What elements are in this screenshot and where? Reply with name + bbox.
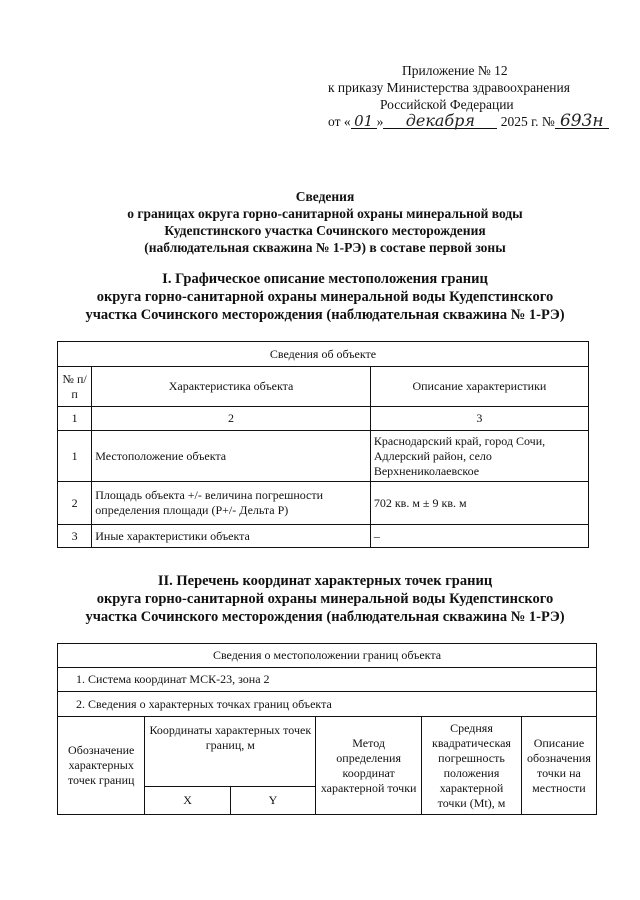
row-description: Краснодарский край, город Сочи, Адлерский район, село Верхнениколаевское: [370, 431, 588, 482]
handwritten-month: декабря: [383, 114, 497, 129]
row-characteristic: Местоположение объекта: [92, 431, 371, 482]
main-title-line-1: Сведения: [295, 189, 355, 204]
table-caption: Сведения о местоположении границ объекта: [58, 644, 597, 668]
index-cell: 2: [92, 407, 371, 431]
appendix-number: Приложение № 12: [402, 63, 508, 78]
main-title-line-2: о границах округа горно-санитарной охраны минеральной воды: [127, 206, 523, 221]
index-cell: 3: [370, 407, 588, 431]
coordinate-system-row: 1. Система координат МСК-23, зона 2: [58, 668, 597, 692]
table-row: [58, 692, 597, 717]
table-caption-row: [58, 644, 597, 668]
section-2-title-line-3: участка Сочинского месторождения (наблюдательная скважина № 1-РЭ): [85, 609, 565, 625]
header-characteristic: Характеристика объекта: [92, 367, 371, 407]
row-description: –: [370, 525, 588, 548]
appendix-federation: Российской Федерации: [380, 97, 514, 112]
table-caption-row: [58, 342, 589, 367]
section-1-title: [40, 270, 610, 324]
section-1-title-line-2: округа горно-санитарной охраны минеральной воды Кудепстинского: [96, 289, 554, 305]
index-cell: 1: [58, 407, 92, 431]
header-coordinates: Координаты характерных точек границ, м: [145, 717, 316, 787]
section-2-title: [40, 572, 610, 626]
main-title-line-4: (наблюдательная скважина № 1-РЭ) в составе первой зоны: [144, 240, 506, 255]
object-info-table: [57, 341, 589, 548]
header-designation: Обозначение характерных точек границ: [58, 717, 145, 815]
table-header-row: [58, 717, 597, 787]
appendix-order: к приказу Министерства здравоохранения: [328, 80, 570, 95]
row-number: 2: [58, 482, 92, 525]
date-mid: »: [376, 114, 384, 129]
appendix-date-line: [300, 113, 610, 130]
row-number: 1: [58, 431, 92, 482]
header-point-description: Описание обозначения точки на местности: [521, 717, 596, 815]
date-year: 2025 г. №: [500, 114, 555, 129]
main-title: [40, 188, 610, 256]
handwritten-day: 01: [351, 114, 377, 129]
section-2-title-line-1: II. Перечень координат характерных точек границ: [157, 573, 493, 589]
header-mean-error: Средняя квадратическая погрешность положения характерной точки (Mt), м: [422, 717, 522, 815]
section-1-title-line-1: I. Графическое описание местоположения границ: [162, 271, 488, 287]
header-y: Y: [230, 787, 315, 815]
table-row: [58, 431, 589, 482]
row-description: 702 кв. м ± 9 кв. м: [370, 482, 588, 525]
header-number: № п/п: [58, 367, 92, 407]
main-title-line-3: Кудепстинского участка Сочинского месторождения: [164, 223, 486, 238]
table-row: [58, 482, 589, 525]
boundary-coordinates-table: [57, 643, 597, 815]
row-characteristic: Площадь объекта +/- величина погрешности определения площади (Р+/- Дельта Р): [92, 482, 371, 525]
header-method: Метод определения координат характерной точки: [316, 717, 422, 815]
header-x: X: [145, 787, 230, 815]
handwritten-order-number: 693н: [555, 114, 609, 129]
header-description: Описание характеристики: [370, 367, 588, 407]
row-number: 3: [58, 525, 92, 548]
points-info-row: 2. Сведения о характерных точках границ объекта: [58, 692, 597, 717]
table-row: [58, 525, 589, 548]
table-index-row: [58, 407, 589, 431]
table-row: [58, 668, 597, 692]
section-2-title-line-2: округа горно-санитарной охраны минеральной воды Кудепстинского: [96, 591, 554, 607]
row-characteristic: Иные характеристики объекта: [92, 525, 371, 548]
table-header-row: [58, 367, 589, 407]
appendix-header: [300, 62, 610, 130]
table-caption: Сведения об объекте: [58, 342, 589, 367]
date-prefix: от «: [328, 114, 351, 129]
section-1-title-line-3: участка Сочинского месторождения (наблюдательная скважина № 1-РЭ): [85, 307, 565, 323]
